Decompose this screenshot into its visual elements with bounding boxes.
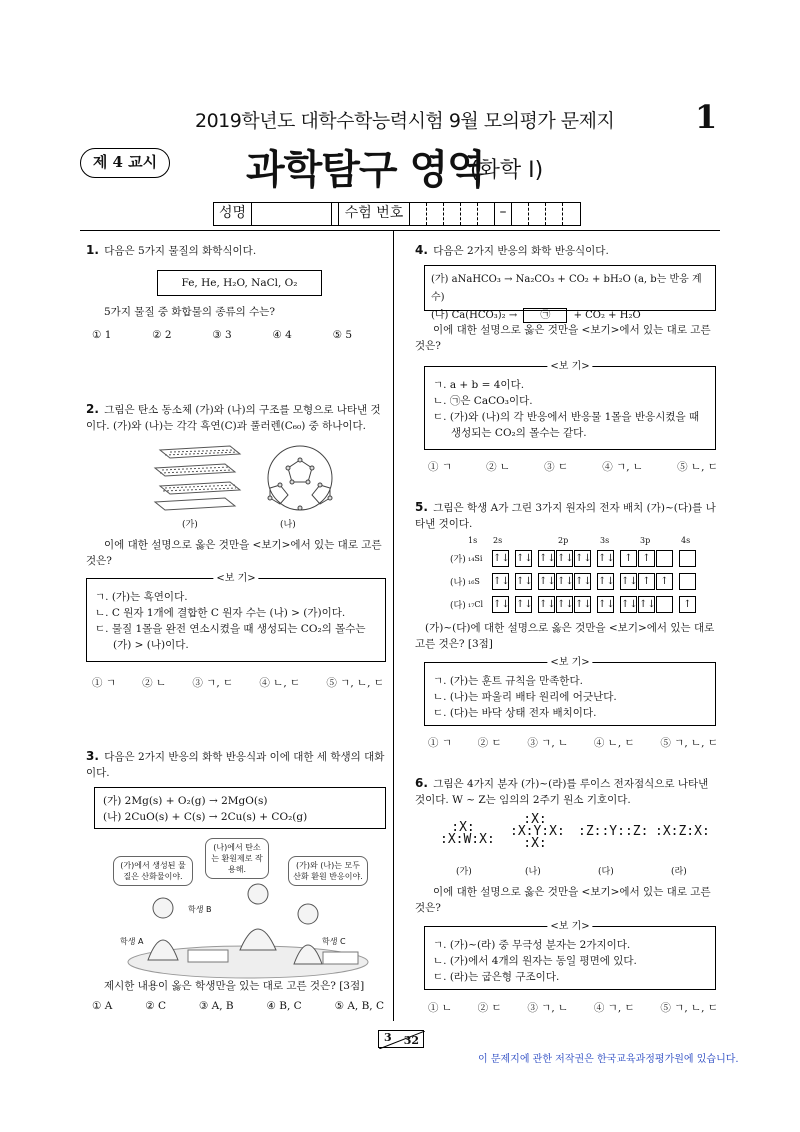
bogi-item: ㄷ. (다)는 바닥 상태 전자 배치이다.	[433, 707, 597, 719]
answer-choices	[428, 1000, 718, 1015]
figure-label: (가)	[182, 520, 198, 530]
question-number: 2.	[86, 402, 99, 416]
question-number: 4.	[415, 243, 428, 257]
atom-label: ₁₆S	[468, 577, 480, 586]
question-number: 1.	[86, 243, 99, 257]
bogi-item: ㄷ. (라)는 굽은형 구조이다.	[433, 971, 560, 983]
question-2	[86, 401, 388, 434]
orbital-box: ↑↓	[620, 596, 637, 613]
choice[interactable]: ② C	[145, 1000, 167, 1012]
orbital-box: ↑	[620, 550, 637, 567]
atom-label: ₁₄Si	[468, 554, 483, 563]
answer-choices	[92, 329, 352, 341]
question-number: 5.	[415, 500, 428, 514]
orbital-box: ↑↓	[574, 573, 591, 590]
student-label: 학생 B	[188, 905, 212, 914]
bogi-title: <보 기>	[213, 571, 258, 587]
bogi-box	[424, 361, 716, 450]
question-prompt: 이에 대한 설명으로 옳은 것만을 <보기>에서 있는 대로 고른 것은?	[415, 886, 711, 914]
student-label: 학생 A	[120, 937, 144, 946]
bogi-item: ㄴ. (나)는 파울리 배타 원리에 어긋난다.	[433, 691, 617, 703]
choice[interactable]: ⑤ ㄱ, ㄴ, ㄷ	[660, 737, 718, 749]
orbital-box: ↑↓	[492, 596, 509, 613]
choice[interactable]: ⑤ 5	[332, 329, 352, 341]
question-number: 6.	[415, 776, 428, 790]
orbital-box: ↑↓	[574, 550, 591, 567]
choice[interactable]: ③ ㄷ	[544, 461, 569, 473]
name-label: 성명	[214, 203, 252, 225]
orbital-box: ↑	[638, 573, 655, 590]
page-current: 3	[384, 1031, 392, 1044]
orbital-box: ↑↓	[574, 596, 591, 613]
header-rule	[80, 230, 720, 231]
carbon-allotrope-figure	[150, 440, 360, 520]
figure-label: (가)	[456, 867, 472, 877]
bogi-title: <보 기>	[547, 655, 592, 671]
question-text: 다음은 2가지 반응의 화학 반응식과 이에 대한 세 학생의 대화이다.	[86, 751, 385, 779]
answer-choices	[428, 735, 718, 750]
orbital-box: ↑↓	[556, 550, 573, 567]
atom-label: ₁₇Cl	[468, 600, 484, 609]
exam-number-digit[interactable]	[410, 203, 427, 225]
question-5	[415, 499, 720, 532]
exam-number-digit[interactable]	[427, 203, 444, 225]
exam-number-digit[interactable]	[512, 203, 529, 225]
choice[interactable]: ④ B, C	[266, 1000, 302, 1012]
page-number: 1	[695, 98, 718, 136]
speech-bubble-a: (가)에서 생성된 물질은 산화물이야.	[113, 856, 193, 886]
equation-part: + CO₂ + H₂O	[573, 310, 641, 321]
question-prompt: 5가지 물질 중 화합물의 종류의 수는?	[104, 306, 275, 318]
orbital-box: ↑↓	[620, 573, 637, 590]
choice[interactable]: ③ ㄱ, ㄴ	[527, 1002, 569, 1014]
copyright-notice: 이 문제지에 관한 저작권은 한국교육과정평가원에 있습니다.	[478, 1054, 739, 1065]
orbital-box	[656, 550, 673, 567]
orbital-box: ↑	[656, 573, 673, 590]
equation: (나) 2CuO(s) + C(s) → 2Cu(s) + CO₂(g)	[103, 811, 308, 823]
orbital-box	[656, 596, 673, 613]
orbital-box: ↑↓	[538, 596, 555, 613]
equation-part: (나) Ca(HCO₃)₂ →	[431, 310, 518, 321]
question-text: 그림은 4가지 분자 (가)~(라)를 루이스 전자점식으로 나타낸 것이다. W ~ Z는 임의의 2주기 원소 기호이다.	[415, 778, 709, 806]
config-row	[450, 547, 710, 570]
figure-label: (다)	[598, 867, 614, 877]
question-text: 다음은 2가지 반응의 화학 반응식이다.	[433, 245, 609, 257]
bogi-box	[424, 921, 716, 990]
bogi-item: 생성되는 CO₂의 몰수는 같다.	[451, 427, 587, 439]
exam-number-digit[interactable]	[478, 203, 495, 225]
choice[interactable]: ② ㄷ	[477, 737, 502, 749]
figure-label: (라)	[671, 867, 687, 877]
choice[interactable]: ① 1	[92, 329, 112, 341]
choice[interactable]: ② ㄷ	[477, 1002, 502, 1014]
bogi-item: ㄱ. (가)는 훈트 규칙을 만족한다.	[433, 675, 583, 687]
orbital-box: ↑↓	[597, 596, 614, 613]
choice[interactable]: ③ ㄱ, ㄴ	[527, 737, 569, 749]
bogi-box	[86, 573, 386, 662]
column-divider	[393, 231, 394, 1021]
bogi-box	[424, 657, 716, 726]
graphite-model	[155, 446, 240, 510]
exam-number-digit[interactable]	[546, 203, 563, 225]
bogi-item: ㄱ. (가)~(라) 중 무극성 분자는 2가지이다.	[433, 939, 631, 951]
page-indicator	[378, 1030, 424, 1048]
question-text: 그림은 학생 A가 그린 3가지 원자의 전자 배치 (가)~(다)를 나타낸 것이다.	[415, 502, 716, 530]
choice[interactable]: ② 2	[152, 329, 172, 341]
speech-bubble-c: (가)와 (나)는 모두 산화 환원 반응이야.	[288, 856, 368, 886]
choice[interactable]: ③ A, B	[198, 1000, 234, 1012]
bogi-item: ㄷ. (가)와 (나)의 각 반응에서 반응물 1몰을 반응시켰을 때	[433, 411, 700, 423]
row-label: (다)	[450, 601, 466, 611]
question-prompt: 이에 대한 설명으로 옳은 것만을 <보기>에서 있는 대로 고른 것은?	[415, 324, 711, 352]
orbital-box: ↑↓	[638, 596, 655, 613]
question-prompt: 제시한 내용이 옳은 학생만을 있는 대로 고른 것은? [3점]	[104, 980, 365, 992]
orbital-box: ↑↓	[597, 550, 614, 567]
choice[interactable]: ① ㄴ	[428, 1002, 452, 1014]
lewis-structure-a: :X: :X:W:X:	[440, 820, 495, 847]
choice[interactable]: ④ ㄱ, ㄷ	[593, 1002, 635, 1014]
bogi-item: ㄱ. a + b = 4이다.	[433, 379, 525, 391]
lewis-structure-d: :X:Z:X:	[655, 824, 710, 839]
question-1	[86, 242, 386, 259]
id-table	[213, 202, 581, 226]
row-label: (나)	[450, 578, 466, 588]
electron-configurations	[450, 547, 710, 616]
row-label: (가)	[450, 555, 466, 565]
lewis-structure-b: :X: :X:Y:X: :X:	[510, 812, 565, 851]
exam-number-dash: –	[495, 203, 512, 225]
choice[interactable]: ④ ㄴ, ㄷ	[593, 737, 635, 749]
orbital-box	[679, 573, 696, 590]
orbital-box: ↑↓	[515, 596, 532, 613]
choice[interactable]: ① ㄱ	[428, 461, 452, 473]
question-prompt: (가)~(다)에 대한 설명으로 옳은 것만을 <보기>에서 있는 대로 고른 것은? [3점]	[415, 622, 715, 650]
exam-number-digit[interactable]	[444, 203, 461, 225]
orbital-box: ↑↓	[538, 573, 555, 590]
choice[interactable]: ③ 3	[212, 329, 232, 341]
config-row	[450, 570, 710, 593]
fullerene-model	[268, 446, 332, 510]
answer-choices	[92, 1000, 384, 1012]
orbital-box: ↑↓	[538, 550, 555, 567]
blank-box: ㉠	[523, 308, 567, 323]
bogi-title: <보 기>	[547, 919, 592, 935]
exam-number-digit[interactable]	[529, 203, 546, 225]
question-4	[415, 242, 720, 259]
lewis-structure-c: :Z::Y::Z:	[578, 824, 649, 839]
orbital-header: 1s	[468, 536, 478, 545]
orbital-box: ↑↓	[492, 550, 509, 567]
orbital-header: 2s	[493, 536, 503, 545]
figure-label: (나)	[525, 867, 541, 877]
figure-label: (나)	[280, 520, 296, 530]
choice[interactable]: ④ 4	[272, 329, 292, 341]
orbital-header: 3s	[600, 536, 610, 545]
choice[interactable]: ① ㄱ	[428, 737, 452, 749]
equation-box	[94, 787, 386, 829]
choice[interactable]: ⑤ ㄱ, ㄴ, ㄷ	[660, 1002, 718, 1014]
orbital-box: ↑↓	[597, 573, 614, 590]
choice[interactable]: ① ㄱ	[92, 677, 116, 689]
orbital-box: ↑↓	[515, 550, 532, 567]
choice[interactable]: ② ㄴ	[486, 461, 511, 473]
exam-number-digit[interactable]	[461, 203, 478, 225]
equation-box	[424, 265, 716, 321]
subject-subtitle: (화학 I)	[470, 158, 544, 183]
speech-bubble-b: (나)에서 탄소는 환원제로 작용해.	[205, 838, 269, 879]
formula-box: Fe, He, H₂O, NaCl, O₂	[157, 270, 322, 296]
student-label: 학생 C	[322, 937, 346, 946]
choice[interactable]: ④ ㄱ, ㄴ	[602, 461, 644, 473]
choice[interactable]: ④ ㄴ, ㄷ	[259, 677, 301, 689]
orbital-box: ↑	[679, 596, 696, 613]
orbital-box: ↑	[638, 550, 655, 567]
choice[interactable]: ① A	[92, 1000, 113, 1012]
subject-title: 과학탐구 영역	[246, 147, 485, 193]
page-total: 32	[403, 1034, 419, 1047]
orbital-box: ↑↓	[556, 573, 573, 590]
question-text: 그림은 탄소 동소체 (가)와 (나)의 구조를 모형으로 나타낸 것이다. (가)와 (나)는 각각 흑연(C)과 풀러렌(C₆₀) 중 하나이다.	[86, 404, 381, 432]
choice[interactable]: ③ ㄱ, ㄷ	[192, 677, 234, 689]
exam-number-label: 수험 번호	[338, 203, 410, 225]
config-row	[450, 593, 710, 616]
question-3	[86, 748, 388, 781]
students-illustration	[108, 880, 378, 980]
orbital-box: ↑↓	[556, 596, 573, 613]
bogi-item: ㄴ. C 원자 1개에 결합한 C 원자 수는 (나) > (가)이다.	[95, 607, 346, 619]
orbital-header: 4s	[681, 536, 691, 545]
name-field[interactable]	[252, 203, 332, 225]
orbital-box: ↑↓	[515, 573, 532, 590]
exam-number-digit[interactable]	[563, 203, 580, 225]
orbital-header: 3p	[640, 536, 651, 545]
bogi-item: (가) > (나)이다.	[113, 639, 189, 651]
choice[interactable]: ② ㄴ	[142, 677, 167, 689]
period-badge: 제 4 교시	[80, 148, 170, 178]
bogi-title: <보 기>	[547, 359, 592, 375]
question-text: 다음은 5가지 물질의 화학식이다.	[104, 245, 257, 257]
exam-title: 2019학년도 대학수학능력시험 9월 모의평가 문제지	[195, 110, 615, 132]
bogi-item: ㄱ. (가)는 흑연이다.	[95, 591, 188, 603]
choice[interactable]: ⑤ ㄴ, ㄷ	[677, 461, 718, 473]
question-6	[415, 775, 720, 808]
equation: (가) aNaHCO₃ → Na₂CO₃ + CO₂ + bH₂O (a, b는 반응 계수)	[431, 274, 702, 303]
orbital-header: 2p	[558, 536, 569, 545]
bogi-item: ㄴ. (가)에서 4개의 원자는 동일 평면에 있다.	[433, 955, 637, 967]
question-prompt: 이에 대한 설명으로 옳은 것만을 <보기>에서 있는 대로 고른 것은?	[86, 539, 382, 567]
orbital-box	[679, 550, 696, 567]
question-number: 3.	[86, 749, 99, 763]
bogi-item: ㄷ. 물질 1몰을 완전 연소시켰을 때 생성되는 CO₂의 몰수는	[95, 623, 366, 635]
answer-choices	[92, 675, 384, 690]
choice[interactable]: ⑤ A, B, C	[334, 1000, 384, 1012]
orbital-box: ↑↓	[492, 573, 509, 590]
bogi-item: ㄴ. ㉠은 CaCO₃이다.	[433, 395, 533, 407]
choice[interactable]: ⑤ ㄱ, ㄴ, ㄷ	[326, 677, 384, 689]
answer-choices	[428, 459, 718, 474]
equation: (가) 2Mg(s) + O₂(g) → 2MgO(s)	[103, 795, 268, 807]
